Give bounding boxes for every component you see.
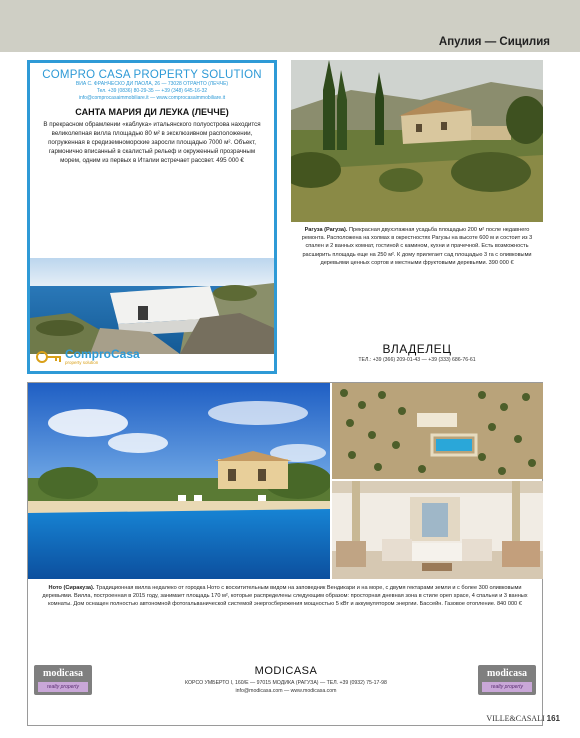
modicasa-logo-right-text: modicasa [487,668,527,679]
ragusa-estate-photo [291,60,543,222]
ad1-heading: САНТА МАРИЯ ДИ ЛЕУКА (ЛЕЧЧЕ) [75,107,229,117]
modicasa-logo-right-sub: realty property [482,682,532,692]
ad1-body: В прекрасном обрамлении «каблука» итальянского полуострова находится великолепная вилла площадью 80 м² в эксклюзивном расположении, погруженная в средиземноморские заросли площадью 7000 м². Объект, гармонично вписанный в скалистый рельеф и окруженный прозрачным морем, одним из первых в Италии встречает рассвет. 495 000 € [43,121,261,164]
owner-tel: ТЕЛ.: +39 (366) 209-01-43 — +39 (333) 686-76-61 [358,357,476,363]
modicasa-name: MODICASA [254,665,318,677]
ad1-company: COMPRO CASA PROPERTY SOLUTION [42,69,262,81]
ragusa-caption-text: Прекрасная двухэтажная усадьба площадью 200 м² после недавнего ремонта. Расположена на холмах в окрестностях Рагузы на высоте 600 м и состоит из 3 спален и 2 ванных комнат, гостиной с камином, кухни и прачечной. Есть возможность расширить площадь еще на 250 м². К дому прилегает сад площадью 3 га с оливковыми деревьями ценных сортов и местными фруктовыми деревьями. 390 000 € [301,227,533,266]
logo-sub: property solution [65,360,99,365]
page-number: 161 [546,714,560,723]
modicasa-logo-left-text: modicasa [43,668,83,679]
ad1-web[interactable]: info@comprocasaimmobiliare.it — www.comprocasaimmobiliare.it [78,95,226,101]
magazine-name: VILLE&CASALI [486,714,545,723]
modicasa-web[interactable]: info@modicasa.com — www.modicasa.com [235,688,337,694]
noto-pool-photo [28,383,330,579]
logo-name: ComproCasa [65,347,140,361]
compro-casa-logo [36,348,140,366]
noto-caption [36,584,534,608]
modicasa-address: КОРСО УМБЕРТО I, 160/E — 97015 МОДИКА (РАГУЗА) — ТЕЛ. +39 (0932) 75-17-98 [185,680,387,686]
key-icon [36,350,62,364]
noto-caption-bold: Ното (Сиракуза). [48,585,95,591]
footer [486,714,560,723]
ad1-address: ВИА С. ФРАНЧЕСКО ДИ ПАОЛА, 26 — 73028 ОТРАНТО (ЛЕЧЧЕ) [75,81,229,87]
compro-casa-ad [27,60,277,374]
ragusa-caption-bold: Рагуза (Рагуза). [304,227,348,233]
owner-title: ВЛАДЕЛЕЦ [382,342,452,356]
leuca-villa-photo [30,258,274,354]
modicasa-logo-left-sub: realty property [38,682,88,692]
section-title: Апулия — Сицилия [438,36,550,48]
noto-caption-text: Традиционная вилла недалеко от городка Ното с восхитительным видом на заповедник Вендикари и на море, с двумя гектарами земли и с более 300 оливковыми деревьями. Вилла, построенная в 2015 году, занимает площадь 170 м², которые распределены следующим образом: просторная дневная зона в стиле open space, 4 спальни и 3 ванных комнаты. Дом оснащен полностью автономной фотогальванической системой энергосбережения мощностью 5 кВт и аккумулятором энергии. Бассейн. Газовое отопление. 840 000 € [42,585,528,607]
noto-interior-photo [332,481,543,579]
modicasa-ad [27,382,543,726]
ragusa-caption [295,226,539,267]
noto-aerial-photo [332,383,543,479]
ad1-tel: Тел. +39 (0836) 80-29-35 — +39 (348) 645-16-32 [96,88,208,94]
